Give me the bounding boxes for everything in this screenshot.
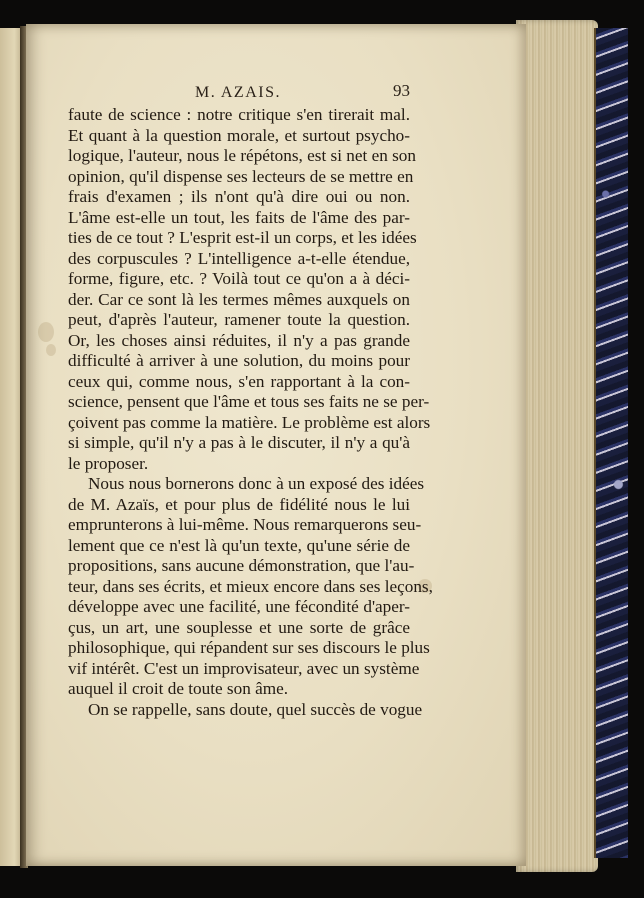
body-text [68,105,433,720]
text-line: On se rappelle, sans doute, quel succès de vogue [88,699,423,719]
marbled-cover [594,28,628,858]
text-line: faute de science : notre critique s'en tirerait mal. [68,105,410,124]
page-number: 93 [393,81,410,100]
text-line: Or, les choses ainsi réduites, il n'y a pas grande [68,330,410,350]
text-line: difficulté à arriver à une solution, du moins pour [68,351,410,370]
text-line: opinion, qu'il dispense ses lecteurs de se mettre en [68,166,414,186]
page-stack-edge [516,20,598,872]
text-line: Et quant à la question morale, et surtout psycho- [68,125,410,145]
text-line: der. Car ce sont là les termes mêmes auxquels on [68,289,410,309]
foxing-spot [46,344,56,356]
text-line: ceux qui, comme nous, s'en rapportant à la con- [68,371,410,391]
text-line: Nous nous bornerons donc à un exposé des idées [88,474,425,493]
text-line: philosophique, qui répandent sur ses discours le plus [68,638,430,657]
text-line: logique, l'auteur, nous le répétons, est si net en son [68,146,416,165]
page-header [66,81,410,106]
text-line: ties de ce tout ? L'esprit est-il un corps, et les idées [68,228,417,247]
text-line: des corpuscules ? L'intelligence a-t-elle étendue, [68,248,410,268]
text-line: vif intérêt. C'est un improvisateur, avec un système [68,658,420,678]
text-line: le proposer. [68,453,149,473]
text-line: forme, figure, etc. ? Voilà tout ce qu'on a à déci- [68,269,410,288]
running-head: M. AZAIS. [195,84,281,101]
text-line: peut, d'après l'auteur, ramener toute la question. [68,310,410,329]
text-line: çus, un art, une souplesse et une sorte de grâce [68,617,410,637]
text-line: développe avec une facilité, une fécondité d'aper- [68,597,410,616]
text-line: teur, dans ses écrits, et mieux encore dans ses leçons, [68,576,433,596]
text-line: de M. Azaïs, et pour plus de fidélité nous le lui [68,494,410,514]
text-line: propositions, sans aucune démonstration, que l'au- [68,556,415,575]
text-line: auquel il croit de toute son âme. [68,679,289,698]
text-line: emprunterons à lui-même. Nous remarquerons seu- [68,515,422,534]
text-line: si simple, qu'il n'y a pas à le discuter, il n'y a qu'à [68,433,410,452]
foxing-spot [38,322,54,342]
text-line: science, pensent que l'âme et tous ses faits ne se per- [68,392,430,411]
text-line: çoivent pas comme la matière. Le problème est alors [68,412,431,432]
text-line: L'âme est-elle un tout, les faits de l'âme des par- [68,207,410,227]
text-line: frais d'examen ; ils n'ont qu'à dire oui ou non. [68,187,410,206]
text-line: lement que ce n'est là qu'un texte, qu'une série de [68,535,410,555]
